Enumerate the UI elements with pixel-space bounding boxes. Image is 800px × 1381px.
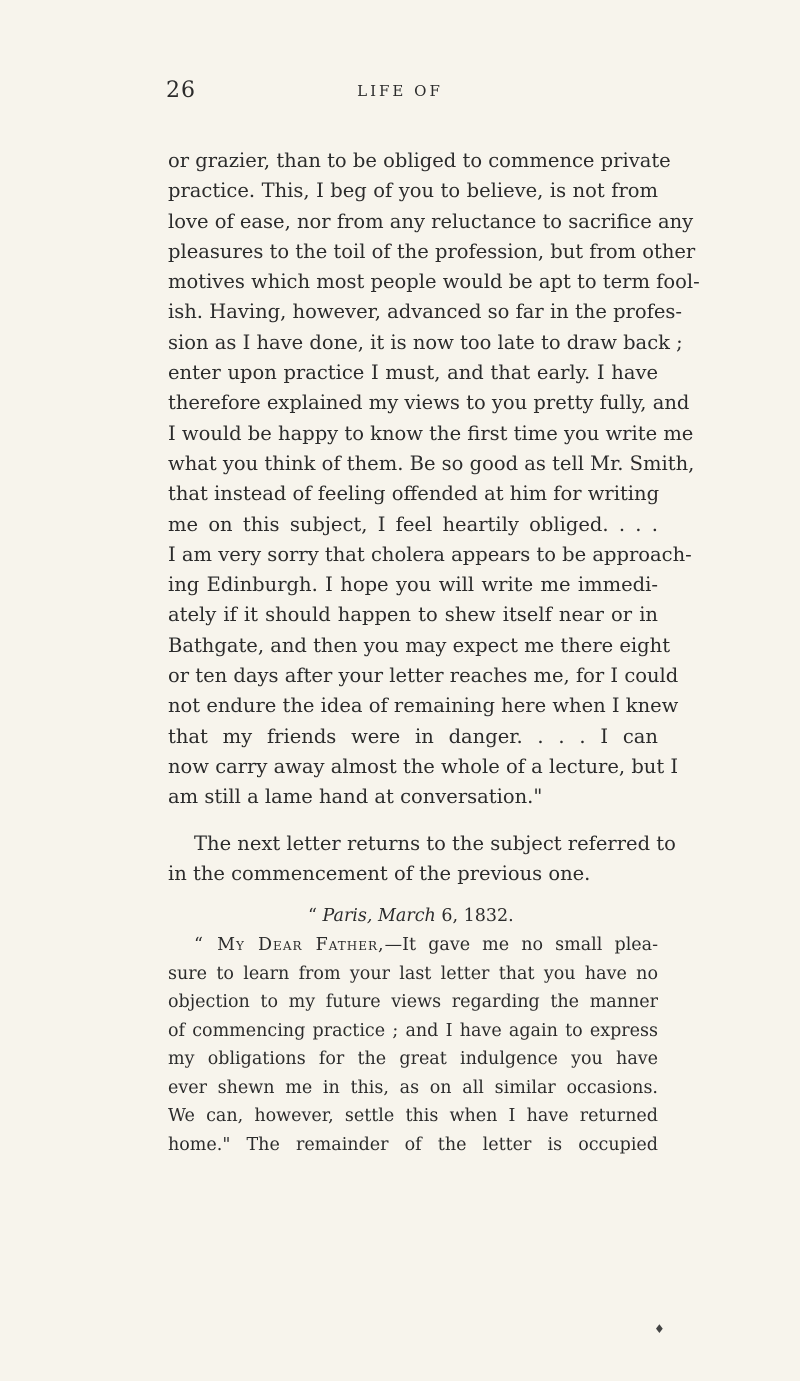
salutation-line [168,931,658,960]
text-line: motives which most people would be apt to term fool- [168,270,700,294]
text-line: now carry away almost the whole of a lecture, but I [168,754,679,778]
text-line: practice. This, I beg of you to believe, is not from [168,179,658,203]
text-line: what you think of them. Be so good as tell Mr. Smith, [168,451,695,475]
text-line: I am very sorry that cholera appears to be approach- [168,542,692,566]
dateline-open: “ [308,906,323,927]
text-line: objection to my future views regarding the manner [168,992,658,1013]
text-line: I would be happy to know the first time you write me [168,421,694,445]
text-line: sion as I have done, it is now too late to draw back ; [168,330,683,354]
printer-mark: ♦ [654,1322,665,1336]
text-line: pleasures to the toil of the profession, but from other [168,239,696,263]
text-line: therefore explained my views to you pretty fully, and [168,391,690,415]
salutation: “ My Dear Father, [194,935,385,956]
page-number: 26 [166,78,196,103]
page-header [0,78,800,108]
text-line: ately if it should happen to shew itself near or in [168,603,658,627]
text-line: ing Edinburgh. I hope you will write me immedi- [168,573,658,597]
text-line: or grazier, than to be obliged to commence private [168,149,671,172]
text-line: of commencing practice ; and I have again to express [168,1020,658,1041]
running-head: LIFE OF [357,82,443,100]
text-line: Bathgate, and then you may expect me there eight [168,633,671,657]
text-line: my obligations for the great indulgence you have [168,1049,658,1070]
text-line: sure to learn from your last letter that you have no [168,963,658,984]
text-run: —It gave me no small plea- [384,935,658,956]
text-line: am still a lame hand at conversation." [168,785,543,809]
letter-paragraph [168,146,700,813]
text-line: ish. Having, however, advanced so far in the profes- [168,300,682,324]
text-line: or ten days after your letter reaches me, for I could [168,664,679,688]
dateline-rest: 6, 1832. [435,906,514,927]
text-line: enter upon practice I must, and that early. I have [168,361,658,385]
body-text [168,146,700,1159]
text-line: We can, however, settle this when I have returned [168,1106,658,1127]
dateline-place: Paris, March [322,906,436,927]
text-line: love of ease, nor from any reluctance to sacrifice any [168,209,694,233]
text-line: me on this subject, I feel heartily obliged. . . . [168,512,658,536]
dateline [168,901,658,931]
text-line: home." The remainder of the letter is occupied [168,1134,658,1155]
second-letter [168,901,658,1159]
text-line: not endure the idea of remaining here when I knew [168,694,679,718]
text-line: in the commencement of the previous one. [168,861,591,885]
narrative-paragraph [168,829,676,890]
text-line: ever shewn me in this, as on all similar occasions. [168,1077,658,1098]
text-line: The next letter returns to the subject referred to [194,831,676,855]
text-line: that instead of feeling offended at him for writing [168,482,660,506]
text-line: that my friends were in danger. . . . I can [168,724,658,748]
